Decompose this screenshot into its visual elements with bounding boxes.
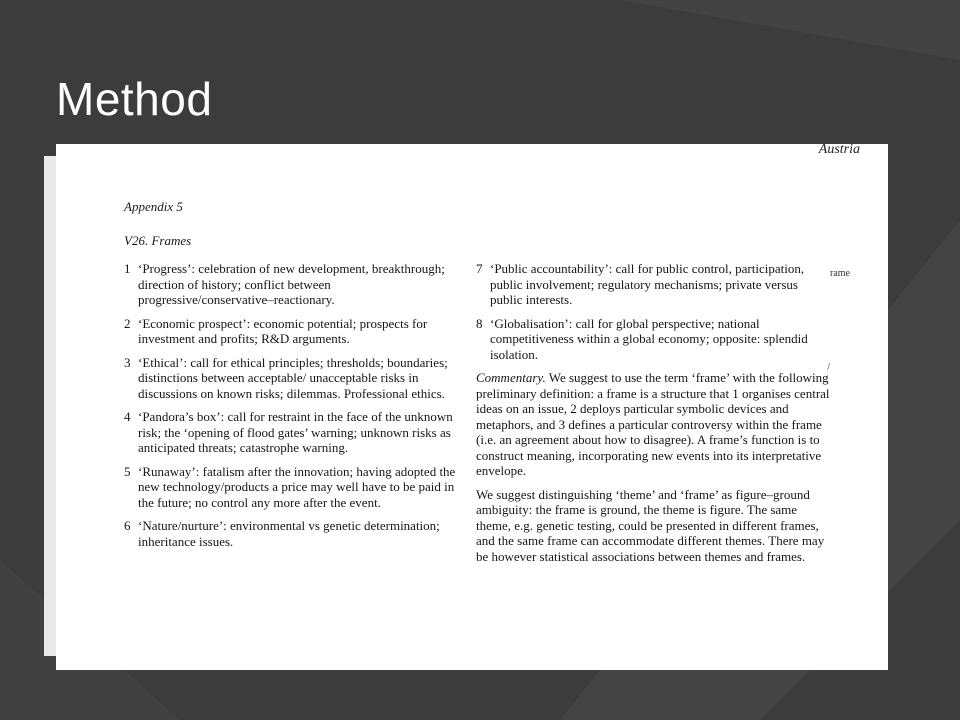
item-text: ‘Globalisation’: call for global perspective; national competitiveness within a global economy; opposite: splendid isolation. xyxy=(490,315,808,362)
item-number: 4 xyxy=(124,409,131,424)
slide-title: Method xyxy=(56,73,213,125)
commentary-text: We suggest to use the term ‘frame’ with the following preliminary definition: a frame is a structure that 1 organises central ideas on an issue, 2 deploys particular symbolic devices and metaphors, and 3 defines a particular controversy within the frame (i.e. an agreement about how to disagree). A frame’s function is to construct meaning, incorporating new events into its interpretative envelope. xyxy=(476,370,830,478)
item-number: 8 xyxy=(476,315,483,331)
frame-item xyxy=(476,316,831,363)
commentary-label: Commentary. xyxy=(476,370,546,385)
frame-item xyxy=(124,316,464,347)
left-column xyxy=(124,261,464,557)
item-number: 7 xyxy=(476,261,483,276)
item-number: 2 xyxy=(124,315,131,331)
frame-item xyxy=(124,409,464,456)
frame-item xyxy=(124,261,464,308)
side-fragment-1: rame xyxy=(830,268,850,279)
scanned-document xyxy=(56,144,888,670)
underlying-page-edge xyxy=(44,156,56,656)
item-number: 5 xyxy=(124,463,131,479)
item-number: 3 xyxy=(124,354,131,370)
frame-item xyxy=(124,464,464,511)
item-text: ‘Runaway’: fatalism after the innovation; having adopted the new technology/products a price may well have to be paid in the future; no control any more after the event. xyxy=(138,463,456,510)
item-text: ‘Pandora’s box’: call for restraint in the face of the unknown risk; the ‘opening of flood gates’ warning; unknown risks as anticipated threats; catastrophe warning. xyxy=(138,409,453,455)
item-text: ‘Nature/nurture’: environmental vs genetic determination; inheritance issues. xyxy=(138,518,440,549)
frame-item xyxy=(476,261,831,308)
closing-paragraph: We suggest distinguishing ‘theme’ and ‘frame’ as figure–ground ambiguity: the frame is ground, the theme is figure. The same theme, e.g. genetic testing, could be presented in different frames, and the same frame can accommodate different themes. There may be however statistical associations between themes and frames. xyxy=(476,486,825,564)
side-fragment-2: / xyxy=(827,362,830,373)
item-text: ‘Economic prospect’: economic potential; prospects for investment and profits; R&D arguments. xyxy=(138,315,428,346)
frame-item xyxy=(124,355,464,402)
item-text: ‘Ethical’: call for ethical principles; thresholds; boundaries; distinctions between acceptable/ unacceptable risks in discussions on known risks; dilemmas. Professional ethics. xyxy=(138,354,448,401)
right-column xyxy=(476,261,831,572)
commentary-paragraph xyxy=(476,370,831,479)
item-number: 6 xyxy=(124,518,131,533)
frame-item xyxy=(124,518,464,549)
item-text: ‘Public accountability’: call for public control, participation, public involvement; regulatory mechanisms; private versus public interests. xyxy=(490,261,805,307)
corner-heading-fragment: Austria xyxy=(818,144,860,157)
item-number: 1 xyxy=(124,261,131,276)
item-text: ‘Progress’: celebration of new development, breakthrough; direction of history; conflict between progressive/conservative–reactionary. xyxy=(138,261,445,307)
appendix-label: Appendix 5 xyxy=(124,199,183,214)
section-title: V26. Frames xyxy=(124,233,192,248)
